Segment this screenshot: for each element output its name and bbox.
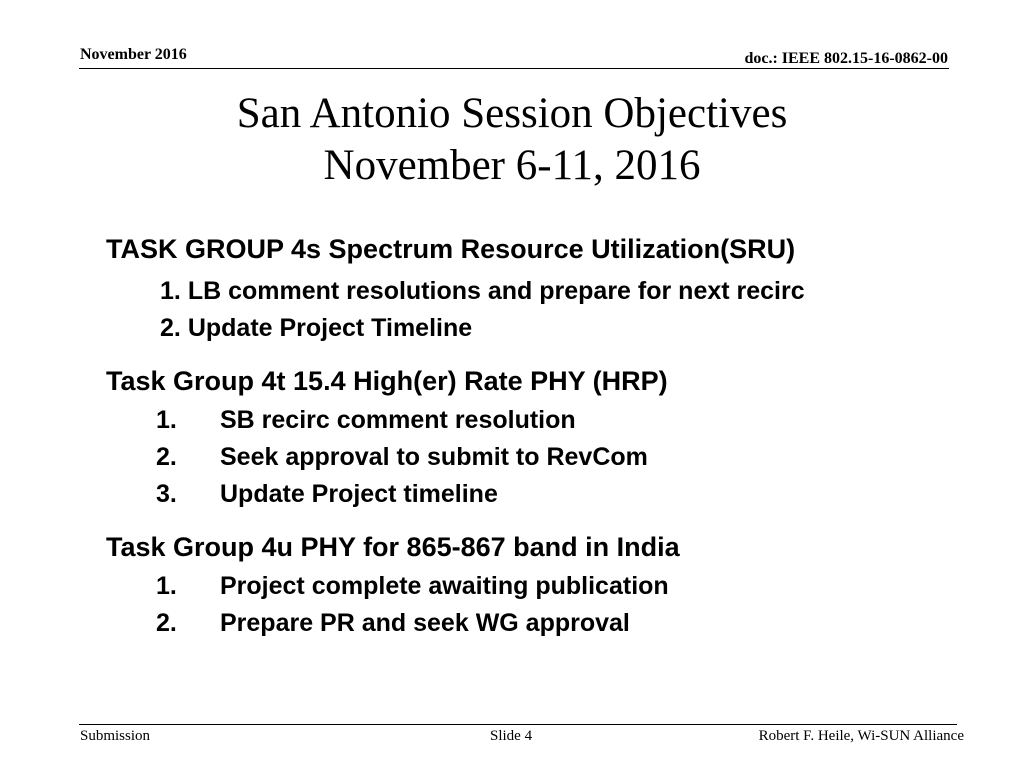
- list-item: [156, 406, 576, 435]
- list-item-text: Seek approval to submit to RevCom: [220, 443, 648, 471]
- list-item: [160, 314, 472, 343]
- list-item-number: 2.: [156, 609, 177, 637]
- section-heading-tg4t: Task Group 4t 15.4 High(er) Rate PHY (HRP): [106, 366, 668, 396]
- header-doc-id: doc.: IEEE 802.15-16-0862-00: [744, 50, 948, 67]
- list-item-text: LB comment resolutions and prepare for next recirc: [187, 277, 805, 305]
- list-item-text: Update Project Timeline: [187, 314, 473, 342]
- list-item-number: 3.: [156, 480, 177, 508]
- header-divider: [79, 68, 949, 69]
- section-heading-tg4u: Task Group 4u PHY for 865-867 band in India: [106, 532, 680, 562]
- list-item-number: 1.: [160, 277, 181, 305]
- list-item-number: 1.: [156, 406, 177, 434]
- list-item-number: 2.: [160, 314, 181, 342]
- list-item: [160, 277, 805, 306]
- slide-title: [0, 88, 1024, 192]
- list-item-text: SB recirc comment resolution: [220, 406, 576, 434]
- footer-divider: [79, 724, 957, 725]
- slide-title-line-2: November 6-11, 2016: [323, 142, 701, 189]
- list-item-number: 1.: [156, 572, 177, 600]
- list-item: [156, 480, 498, 509]
- footer-author: Robert F. Heile, Wi-SUN Alliance: [758, 728, 964, 744]
- list-item-text: Update Project timeline: [220, 480, 498, 508]
- list-item-text: Project complete awaiting publication: [220, 572, 669, 600]
- footer-submission: Submission: [80, 728, 151, 744]
- list-item-number: 2.: [156, 443, 177, 471]
- header-date: November 2016: [80, 46, 187, 63]
- list-item: [156, 443, 648, 472]
- slide-title-line-1: San Antonio Session Objectives: [236, 90, 788, 137]
- list-item: [156, 609, 630, 638]
- list-item-text: Prepare PR and seek WG approval: [220, 609, 630, 637]
- footer-slide-number: Slide 4: [490, 728, 533, 744]
- section-heading-tg4s: TASK GROUP 4s Spectrum Resource Utilization(SRU): [106, 234, 796, 264]
- list-item: [156, 572, 669, 601]
